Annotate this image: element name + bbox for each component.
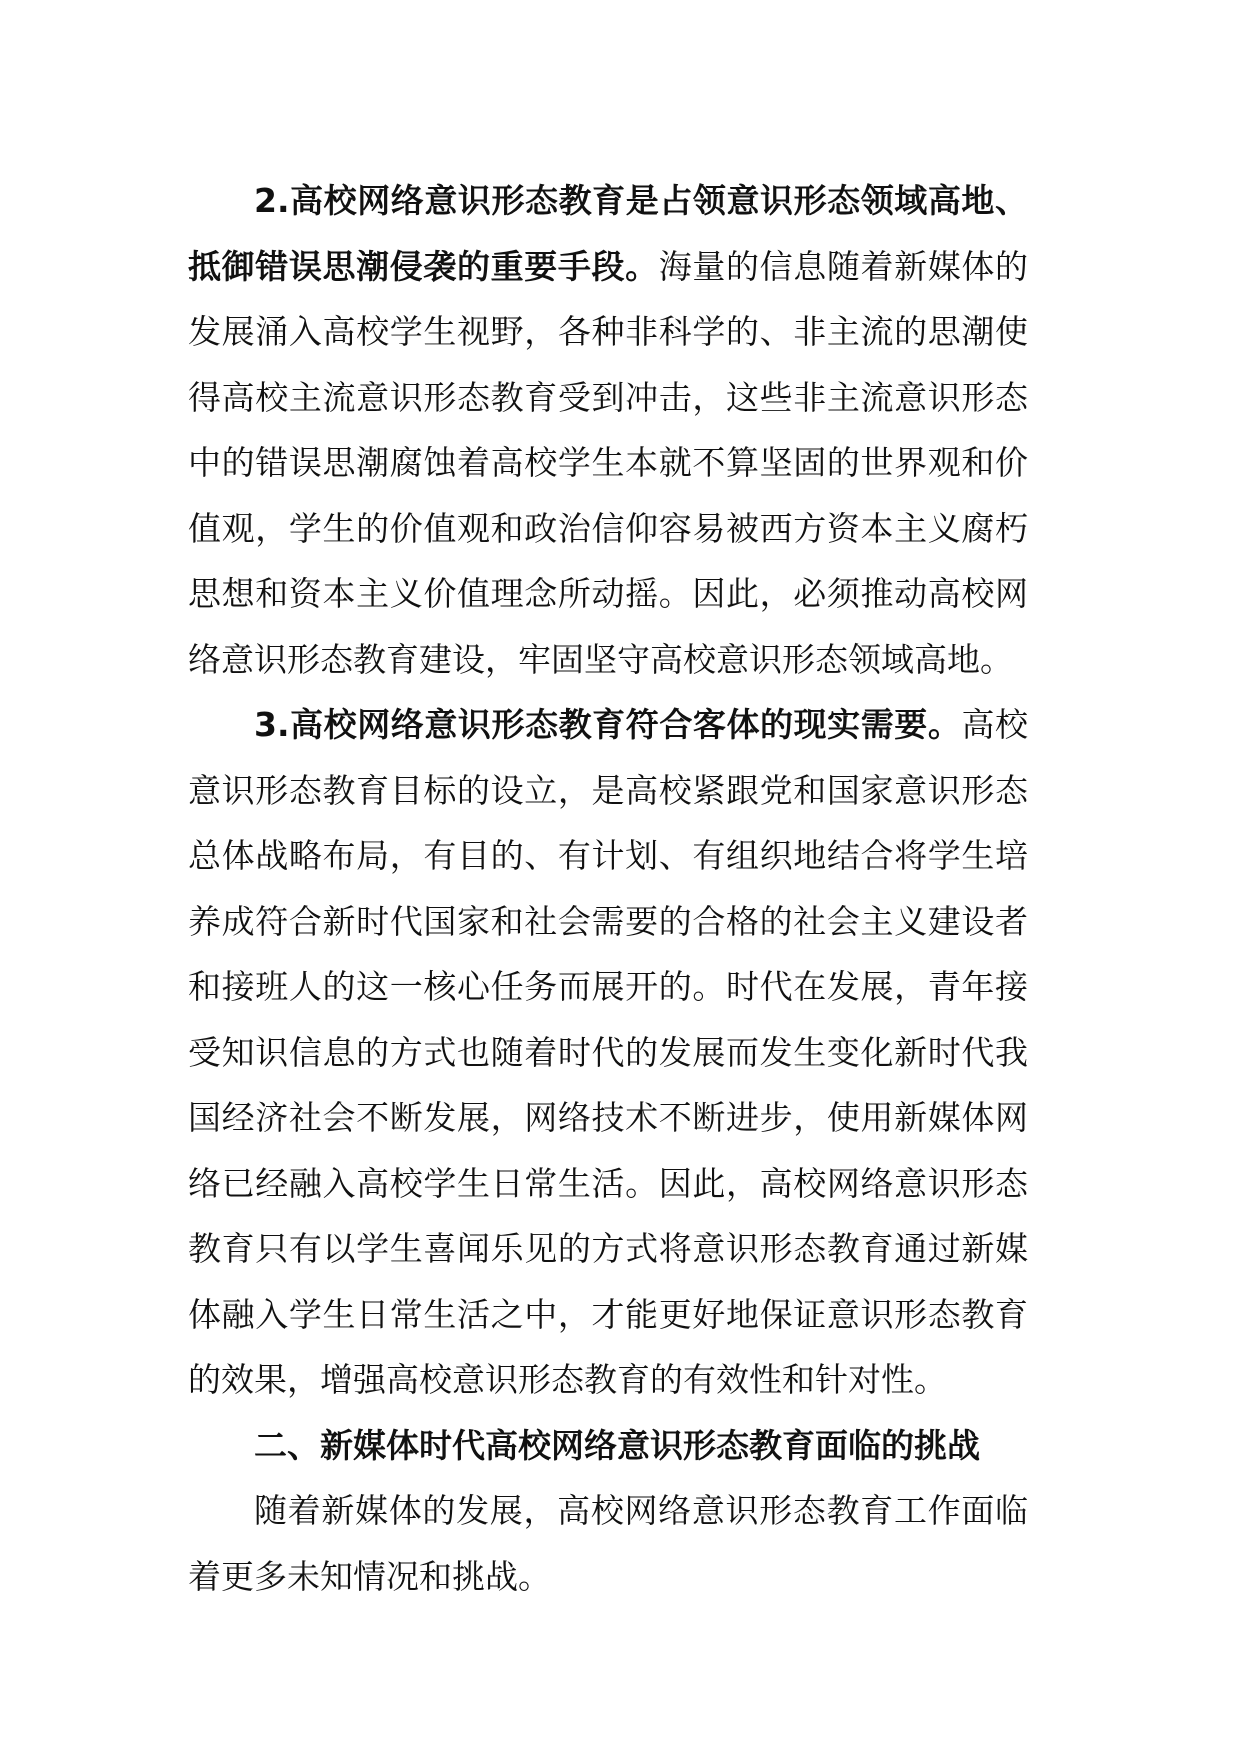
paragraph-point-3 (188, 692, 1028, 1413)
paragraph-lead: 3.高校网络意识形态教育符合客体的现实需要。 (254, 705, 962, 744)
paragraph-body: 高校意识形态教育目标的设立，是高校紧跟党和国家意识形态总体战略布局，有目的、有计划、有组织地结合将学生培养成符合新时代国家和社会需要的合格的社会主义建设者和接班人的这一核心任务而展开的。时代在发展，青年接受知识信息的方式也随着时代的发展而发生变化新时代我国经济社会不断发展，网络技术不断进步，使用新媒体网络已经融入高校学生日常生活。因此，高校网络意识形态教育只有以学生喜闻乐见的方式将意识形态教育通过新媒体融入学生日常生活之中，才能更好地保证意识形态教育的效果，增强高校意识形态教育的有效性和针对性。 (188, 705, 1029, 1399)
document-body (188, 168, 1028, 1609)
paragraph-lead: 2.高校网络意识形态教育是占领意识形态领域高地、抵御错误思潮侵袭的重要手段。 (188, 181, 1028, 286)
closing-paragraph: 随着新媒体的发展，高校网络意识形态教育工作面临着更多未知情况和挑战。 (188, 1491, 1028, 1596)
section-heading: 二、新媒体时代高校网络意识形态教育面临的挑战 (254, 1425, 980, 1465)
paragraph-point-2 (188, 168, 1028, 692)
paragraph-body: 海量的信息随着新媒体的发展涌入高校学生视野，各种非科学的、非主流的思潮使得高校主流意识形态教育受到冲击，这些非主流意识形态中的错误思潮腐蚀着高校学生本就不算坚固的世界观和价值观，学生的价值观和政治信仰容易被西方资本主义腐朽思想和资本主义价值理念所动摇。因此，必须推动高校网络意识形态教育建设，牢固坚守高校意识形态领域高地。 (188, 246, 1028, 679)
